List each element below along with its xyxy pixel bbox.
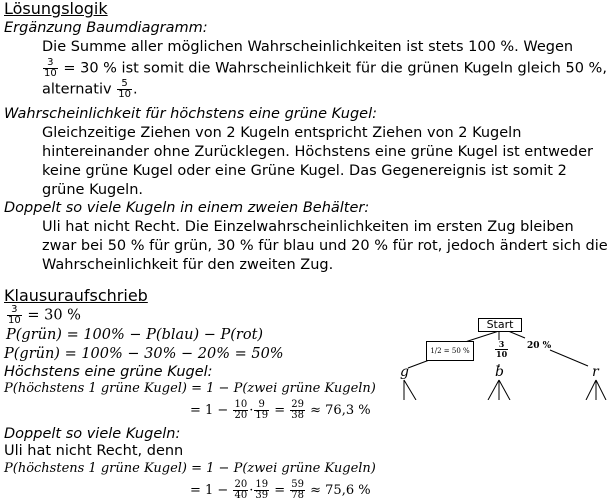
equation: = 1 − $\frac{20}{40}$ · $\frac{19}{39}$ = $\frac{59}{78}$ ≈ 75,6 % bbox=[190, 479, 371, 501]
equation: $\frac{3}{10}$ = 30 % bbox=[8, 304, 81, 326]
subheading-doppelt-klausur: Doppelt so viele Kugeln: bbox=[4, 426, 181, 442]
tree-branch-label-r: 20 % bbox=[527, 341, 552, 351]
text-line: Uli hat nicht Recht, denn bbox=[4, 443, 184, 459]
fraction: $\frac{3}{10}$ bbox=[8, 304, 21, 326]
text-line: $\frac{3}{10}$ = 30 % ist somit die Wahrscheinlichkeit für die grünen Kugeln gleich 50 %, bbox=[44, 57, 607, 79]
heading-klausuraufschrieb: Klausuraufschrieb bbox=[4, 286, 148, 305]
text-line: zwar bei 50 % für grün, 30 % für blau und 20 % für rot, jedoch ändert sich die bbox=[42, 238, 608, 254]
fraction: $\frac{3}{10}$ bbox=[44, 57, 57, 79]
text-line: Uli hat nicht Recht. Die Einzelwahrscheinlichkeiten im ersten Zug bleiben bbox=[42, 219, 574, 235]
equation: P(grün) = 100% − 30% − 20% = 50% bbox=[4, 346, 284, 362]
text-line: keine grüne Kugel oder eine Grüne Kugel. Das Gegenereignis ist somit 2 bbox=[42, 163, 567, 179]
tree-node-b: b bbox=[495, 364, 504, 380]
subheading-hoechstens: Wahrscheinlichkeit für höchstens eine grüne Kugel: bbox=[4, 106, 377, 122]
equation: = 1 − $\frac{10}{20}$ · $\frac{9}{19}$ = $\frac{29}{38}$ ≈ 76,3 % bbox=[190, 399, 371, 421]
text-line: alternativ $\frac{5}{10}$ . bbox=[42, 78, 138, 100]
tree-node-g: g bbox=[400, 364, 409, 380]
text-line: Die Summe aller möglichen Wahrscheinlichkeiten ist stets 100 %. Wegen bbox=[42, 39, 574, 55]
equation: P(höchstens 1 grüne Kugel) = 1 − P(zwei grüne Kugeln) bbox=[4, 381, 376, 396]
text-line: grüne Kugeln. bbox=[42, 182, 144, 198]
fraction: $\frac{5}{10}$ bbox=[118, 78, 131, 100]
subheading-baumdiagramm: Ergänzung Baumdiagramm: bbox=[4, 20, 208, 36]
text-line: Wahrscheinlichkeit für den zweiten Zug. bbox=[42, 257, 334, 273]
fraction: $\frac{19}{39}$ bbox=[255, 479, 269, 501]
tree-branch-label-g: 1/2 = 50 % bbox=[426, 341, 474, 361]
equation: P(grün) = 100% − P(blau) − P(rot) bbox=[6, 327, 264, 343]
tree-node-r: r bbox=[592, 364, 599, 380]
subheading-hoechstens-klausur: Höchstens eine grüne Kugel: bbox=[4, 364, 213, 380]
heading-loesungslogik: Lösungslogik bbox=[4, 0, 108, 18]
fraction: $\frac{20}{40}$ bbox=[234, 479, 248, 501]
fraction: $\frac{59}{78}$ bbox=[291, 479, 304, 501]
subheading-doppelt: Doppelt so viele Kugeln in einem zweien Behälter: bbox=[4, 200, 370, 216]
text-line: Gleichzeitige Ziehen von 2 Kugeln entspricht Ziehen von 2 Kugeln bbox=[42, 125, 522, 141]
text-line: hintereinander ohne Zurücklegen. Höchstens eine grüne Kugel ist entweder bbox=[42, 144, 593, 160]
tree-start-node: Start bbox=[478, 318, 522, 332]
equation: P(höchstens 1 grüne Kugel) = 1 − P(zwei grüne Kugeln) bbox=[4, 461, 376, 476]
fraction: $\frac{29}{38}$ bbox=[291, 399, 304, 421]
tree-diagram bbox=[390, 310, 616, 400]
fraction: $\frac{10}{20}$ bbox=[234, 399, 248, 421]
fraction: $\frac{9}{19}$ bbox=[255, 399, 269, 421]
tree-branch-label-b: $\frac{3}{10}$ bbox=[496, 339, 508, 359]
